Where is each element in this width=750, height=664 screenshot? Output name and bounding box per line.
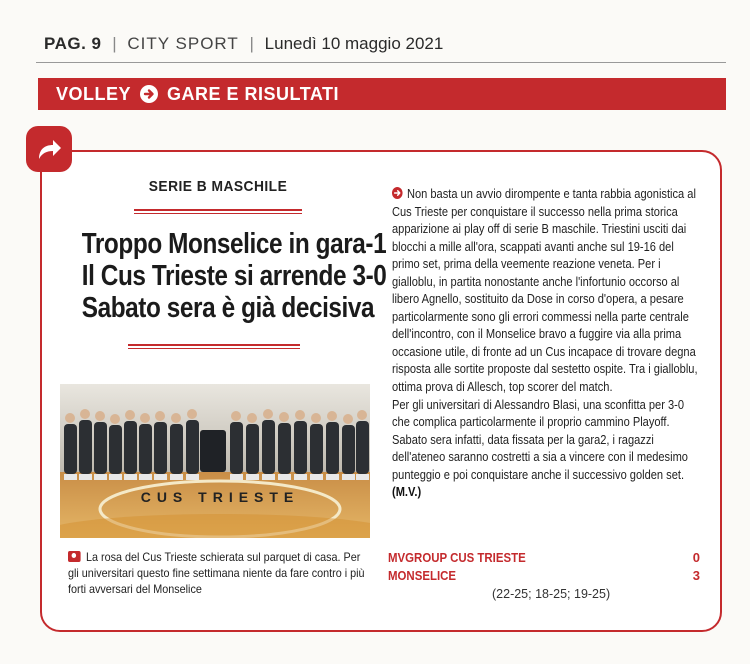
publication-date: Lunedì 10 maggio 2021 — [264, 34, 444, 53]
photo-caption — [68, 549, 365, 597]
result-row — [388, 567, 700, 585]
match-results — [388, 549, 700, 603]
court-logo-text: CUS TRIESTE — [140, 489, 300, 505]
home-score: 0 — [692, 550, 700, 565]
kicker-underline — [134, 209, 302, 211]
arrow-right-icon — [140, 85, 158, 103]
header-separator: | — [112, 34, 117, 53]
article-paragraph — [392, 397, 704, 502]
headline-line: Sabato sera è già decisiva — [81, 292, 375, 324]
headline-line: Il Cus Trieste si arrende 3-0 — [81, 260, 387, 292]
page-header — [44, 34, 443, 54]
paragraph-text: Non basta un avvio dirompente e tanta rabbia agonistica al Cus Trieste per conquistare il successo nella prima storica apparizione ai play off di serie B maschile. Triestini usciti dai blocchi a mille all'ora, scappati avanti anche sul 19-16 del primo set, prima della veemente reazione veneta. Per i gialloblu, in partita nonostante anche l'infortunio occorso al libero Agnello, sostituito da Dose in corso d'opera, a pesare particolarmente sono gli errori commessi nella parte centrale dell'incontro, con il Monselice bravo a fuggire via alla prima occasione utile, di fronte ad un Cus incapace di trovare degna risposta alle sortite proposte dal sestetto ospite. Tra i gialloblu, ottima prova di Allesch, top scorer del match. — [392, 187, 698, 395]
away-score: 3 — [692, 568, 700, 583]
article-headline — [81, 228, 387, 324]
caption-text: La rosa del Cus Trieste schierata sul parquet di casa. Per gli universitari questo fine settimana niente da fare contro i più forti avversari del Monselice — [68, 550, 365, 596]
share-arrow-icon — [26, 126, 72, 172]
banner-category: GARE E RISULTATI — [167, 83, 340, 104]
result-row — [388, 549, 700, 567]
header-separator: | — [249, 34, 254, 53]
camera-icon — [68, 551, 81, 562]
page-number: PAG. 9 — [44, 34, 102, 53]
article-body — [392, 186, 704, 502]
headline-line: Troppo Monselice in gara-1 — [81, 228, 387, 260]
section-name: CITY SPORT — [127, 34, 239, 53]
headline-underline — [128, 344, 300, 346]
author-signoff: (M.V.) — [392, 485, 422, 500]
kicker-underline-thin — [134, 213, 302, 214]
headline-underline-thin — [128, 348, 300, 349]
paragraph-text: Per gli universitari di Alessandro Blasi, una sconfitta per 3-0 che complica particolarmente il proprio cammino Playoff. Sabato sera infatti, data fissata per la gara2, i ragazzi dell'ateneo saranno costretti a sia a vincere con il medesimo punteggio e poi conquistare anche il successivo golden set. — [392, 397, 688, 482]
home-team: MVGROUP CUS TRIESTE — [388, 550, 526, 565]
set-partials: (22-25; 18-25; 19-25) — [492, 587, 611, 601]
banner-sport: VOLLEY — [56, 83, 132, 104]
away-team: MONSELICE — [388, 568, 457, 583]
header-rule — [36, 62, 726, 63]
section-banner — [38, 78, 726, 110]
article-kicker: SERIE B MASCHILE — [148, 178, 288, 195]
article-paragraph — [392, 186, 704, 397]
arrow-right-icon — [392, 187, 403, 199]
team-photo — [60, 384, 370, 538]
